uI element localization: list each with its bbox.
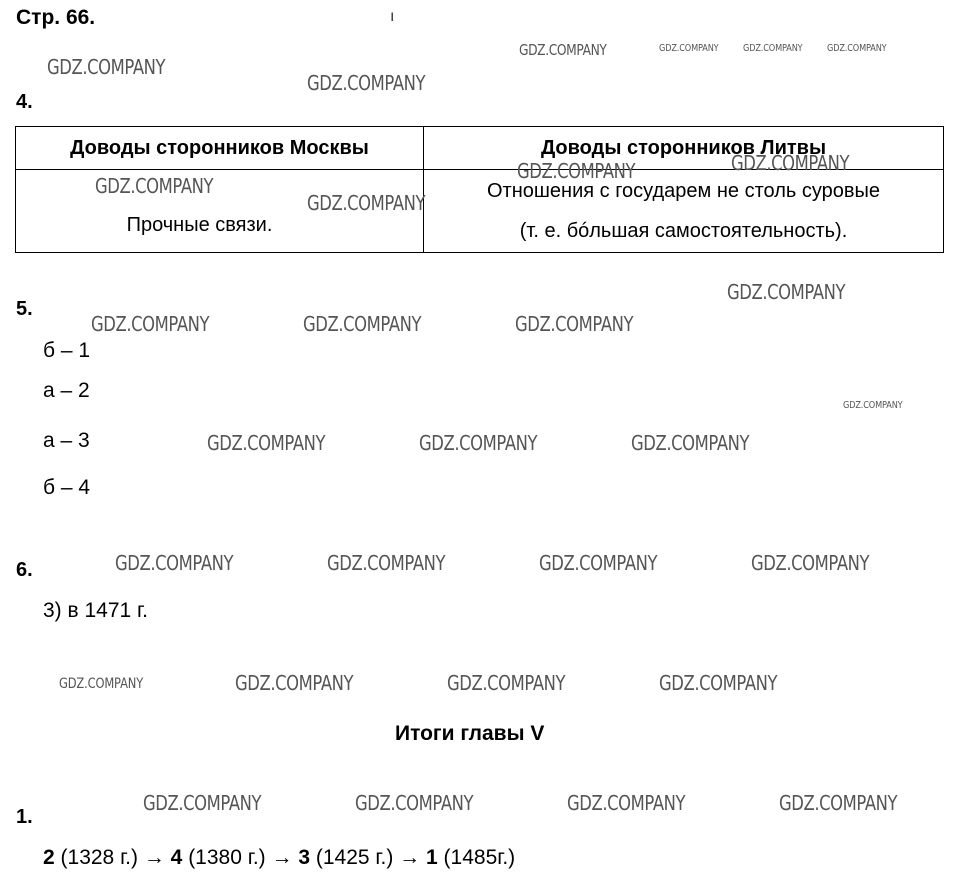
table-header-moscow: Доводы сторонников Москвы [16,127,424,170]
watermark: GDZ.COMPANY [659,43,719,54]
task-5-answer-3: а – 3 [43,429,90,452]
task-6-number: 6. [16,559,33,581]
sequence-item-number: 1 [426,846,438,869]
watermark: GDZ.COMPANY [327,551,446,575]
watermark: GDZ.COMPANY [519,41,607,59]
table-header-lithuania: Доводы сторонников Литвы [424,127,944,170]
task-5-number: 5. [16,298,33,320]
lithuania-argument-line-1: Отношения с государем не столь суровые [486,180,880,202]
watermark: GDZ.COMPANY [207,431,326,455]
stray-mark: ı [390,8,395,25]
sequence-item-number: 4 [170,846,183,869]
chapter-summary-title: Итоги главы V [395,722,545,745]
watermark: GDZ.COMPANY [515,312,634,336]
watermark: GDZ.COMPANY [659,671,778,695]
sequence-item-number: 2 [43,846,55,869]
watermark: GDZ.COMPANY [303,312,422,336]
watermark: GDZ.COMPANY [539,551,658,575]
sequence-item-year: (1380 г.) → [182,846,299,869]
sequence-item-year: (1485г.) [437,846,516,869]
task-5-answer-2: а – 2 [43,379,90,402]
lithuania-argument-cell [424,170,944,253]
watermark: GDZ.COMPANY [567,791,686,815]
watermark: GDZ.COMPANY [91,312,210,336]
watermark: GDZ.COMPANY [827,43,887,54]
watermark: GDZ.COMPANY [307,71,426,95]
sequence-item-year: (1425 г.) → [310,846,427,869]
sequence-item-number: 3 [298,846,311,869]
page-header: Стр. 66. [16,6,96,29]
task-6-answer: 3) в 1471 г. [43,599,148,622]
task-5-answer-1: б – 1 [43,339,91,362]
watermark: GDZ.COMPANY [59,676,144,692]
watermark: GDZ.COMPANY [419,431,538,455]
watermark: GDZ.COMPANY [727,280,846,304]
lithuania-argument-line-2: (т. е. бóльшая самостоятельность). [519,220,848,242]
watermark: GDZ.COMPANY [143,791,262,815]
watermark: GDZ.COMPANY [779,791,898,815]
watermark: GDZ.COMPANY [731,151,850,175]
moscow-argument: Прочные связи. [126,213,273,236]
watermark: GDZ.COMPANY [95,174,214,198]
watermark: GDZ.COMPANY [843,400,903,411]
watermark: GDZ.COMPANY [447,671,566,695]
watermark: GDZ.COMPANY [631,431,750,455]
watermark: GDZ.COMPANY [517,159,636,183]
watermark: GDZ.COMPANY [115,551,234,575]
watermark: GDZ.COMPANY [47,55,166,79]
watermark: GDZ.COMPANY [751,551,870,575]
watermark: GDZ.COMPANY [355,791,474,815]
watermark: GDZ.COMPANY [235,671,354,695]
sequence-item-year: (1328 г.) → [54,846,171,869]
summary-task-1-number: 1. [16,806,33,828]
task-4-number: 4. [16,91,33,113]
event-sequence [43,846,515,870]
watermark: GDZ.COMPANY [743,43,803,54]
task-5-answer-4: б – 4 [43,476,91,499]
watermark: GDZ.COMPANY [307,191,426,215]
